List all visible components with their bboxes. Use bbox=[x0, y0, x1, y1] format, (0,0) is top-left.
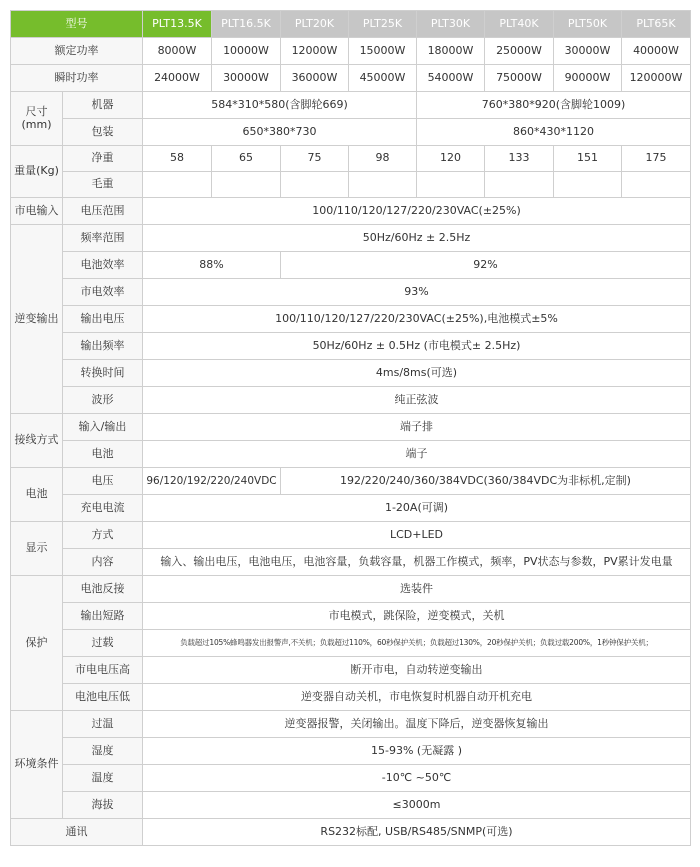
reverse-polarity-row bbox=[11, 576, 691, 603]
weight-gross-value bbox=[349, 172, 417, 198]
transfer-time-label: 转换时间 bbox=[63, 360, 143, 387]
battery-low-value: 逆变器自动关机，市电恢复时机器自动开机充电 bbox=[143, 684, 691, 711]
peak-power-value: 120000W bbox=[622, 65, 691, 92]
size-machine-row bbox=[11, 92, 691, 119]
communication-row bbox=[11, 819, 691, 846]
rated-power-value: 18000W bbox=[417, 38, 485, 65]
weight-net-row bbox=[11, 146, 691, 172]
communication-label: 通讯 bbox=[11, 819, 143, 846]
overload-row bbox=[11, 630, 691, 657]
short-circuit-value: 市电模式，跳保险，逆变模式，关机 bbox=[143, 603, 691, 630]
weight-gross-label: 毛重 bbox=[63, 172, 143, 198]
display-group-label: 显示 bbox=[11, 522, 63, 576]
output-voltage-label: 输出电压 bbox=[63, 306, 143, 333]
wiring-io-label: 输入/输出 bbox=[63, 414, 143, 441]
wiring-battery-label: 电池 bbox=[63, 441, 143, 468]
display-mode-label: 方式 bbox=[63, 522, 143, 549]
battery-voltage-value: 192/220/240/360/384VDC(360/384VDC为非标机,定制) bbox=[281, 468, 691, 495]
model-header-label: 型号 bbox=[11, 11, 143, 38]
overload-value: 负载超过105%蜂鸣器发出报警声,不关机；负载超过110%，60秒保护关机；负载超过130%，20秒保护关机；负载过载200%，1秒钟保护关机； bbox=[143, 630, 691, 657]
display-mode-value: LCD+LED bbox=[143, 522, 691, 549]
model-name: PLT30K bbox=[417, 11, 485, 38]
battery-efficiency-value: 88% bbox=[143, 252, 281, 279]
output-frequency-label: 输出频率 bbox=[63, 333, 143, 360]
mains-input-group-label: 市电输入 bbox=[11, 198, 63, 225]
spec-table bbox=[10, 10, 691, 846]
mains-high-label: 市电电压高 bbox=[63, 657, 143, 684]
model-name: PLT40K bbox=[485, 11, 554, 38]
temperature-row bbox=[11, 765, 691, 792]
weight-gross-value bbox=[212, 172, 281, 198]
battery-low-label: 电池电压低 bbox=[63, 684, 143, 711]
weight-net-value: 75 bbox=[281, 146, 349, 172]
battery-voltage-row bbox=[11, 468, 691, 495]
weight-gross-value bbox=[143, 172, 212, 198]
peak-power-value: 90000W bbox=[554, 65, 622, 92]
rated-power-value: 30000W bbox=[554, 38, 622, 65]
model-name: PLT25K bbox=[349, 11, 417, 38]
mains-high-value: 断开市电，自动转逆变输出 bbox=[143, 657, 691, 684]
weight-net-value: 98 bbox=[349, 146, 417, 172]
wiring-battery-value: 端子 bbox=[143, 441, 691, 468]
rated-power-value: 15000W bbox=[349, 38, 417, 65]
weight-net-value: 120 bbox=[417, 146, 485, 172]
charge-current-row bbox=[11, 495, 691, 522]
rated-power-value: 10000W bbox=[212, 38, 281, 65]
size-package-value: 650*380*730 bbox=[143, 119, 417, 146]
weight-net-label: 净重 bbox=[63, 146, 143, 172]
size-package-value: 860*430*1120 bbox=[417, 119, 691, 146]
wiring-io-value: 端子排 bbox=[143, 414, 691, 441]
transfer-time-row bbox=[11, 360, 691, 387]
rated-power-row bbox=[11, 38, 691, 65]
over-temp-row bbox=[11, 711, 691, 738]
protection-group-label: 保护 bbox=[11, 576, 63, 711]
weight-gross-value bbox=[485, 172, 554, 198]
peak-power-label: 瞬时功率 bbox=[11, 65, 143, 92]
weight-net-value: 65 bbox=[212, 146, 281, 172]
battery-efficiency-value: 92% bbox=[281, 252, 691, 279]
model-name: PLT65K bbox=[622, 11, 691, 38]
size-group-label: 尺寸(mm) bbox=[11, 92, 63, 146]
weight-net-value: 151 bbox=[554, 146, 622, 172]
peak-power-value: 36000W bbox=[281, 65, 349, 92]
freq-range-row bbox=[11, 225, 691, 252]
peak-power-value: 45000W bbox=[349, 65, 417, 92]
size-machine-value: 584*310*580(含脚轮669) bbox=[143, 92, 417, 119]
mains-input-label: 电压范围 bbox=[63, 198, 143, 225]
temperature-value: -10℃ ~50℃ bbox=[143, 765, 691, 792]
model-name: PLT50K bbox=[554, 11, 622, 38]
weight-gross-value bbox=[554, 172, 622, 198]
display-content-label: 内容 bbox=[63, 549, 143, 576]
weight-gross-value bbox=[622, 172, 691, 198]
battery-voltage-label: 电压 bbox=[63, 468, 143, 495]
over-temp-label: 过温 bbox=[63, 711, 143, 738]
display-content-value: 输入、输出电压，电池电压，电池容量，负载容量，机器工作模式，频率，PV状态与参数，PV累计发电量 bbox=[143, 549, 691, 576]
freq-range-label: 频率范围 bbox=[63, 225, 143, 252]
altitude-row bbox=[11, 792, 691, 819]
waveform-value: 纯正弦波 bbox=[143, 387, 691, 414]
battery-group-label: 电池 bbox=[11, 468, 63, 522]
mains-high-row bbox=[11, 657, 691, 684]
battery-voltage-value: 96/120/192/220/240VDC bbox=[143, 468, 281, 495]
rated-power-value: 40000W bbox=[622, 38, 691, 65]
environment-group-label: 环境条件 bbox=[11, 711, 63, 819]
peak-power-value: 75000W bbox=[485, 65, 554, 92]
reverse-polarity-label: 电池反接 bbox=[63, 576, 143, 603]
short-circuit-row bbox=[11, 603, 691, 630]
short-circuit-label: 输出短路 bbox=[63, 603, 143, 630]
weight-net-value: 175 bbox=[622, 146, 691, 172]
overload-label: 过载 bbox=[63, 630, 143, 657]
altitude-label: 海拔 bbox=[63, 792, 143, 819]
humidity-row bbox=[11, 738, 691, 765]
battery-efficiency-row bbox=[11, 252, 691, 279]
reverse-polarity-value: 选装件 bbox=[143, 576, 691, 603]
weight-group-label: 重量(Kg) bbox=[11, 146, 63, 198]
charge-current-value: 1-20A(可调) bbox=[143, 495, 691, 522]
waveform-row bbox=[11, 387, 691, 414]
freq-range-value: 50Hz/60Hz ± 2.5Hz bbox=[143, 225, 691, 252]
altitude-value: ≤3000m bbox=[143, 792, 691, 819]
mains-efficiency-row bbox=[11, 279, 691, 306]
output-frequency-row bbox=[11, 333, 691, 360]
humidity-label: 湿度 bbox=[63, 738, 143, 765]
size-machine-label: 机器 bbox=[63, 92, 143, 119]
wiring-battery-row bbox=[11, 441, 691, 468]
wiring-io-row bbox=[11, 414, 691, 441]
mains-efficiency-label: 市电效率 bbox=[63, 279, 143, 306]
output-voltage-value: 100/110/120/127/220/230VAC(±25%),电池模式±5% bbox=[143, 306, 691, 333]
over-temp-value: 逆变器报警，关闭输出。温度下降后，逆变器恢复输出 bbox=[143, 711, 691, 738]
peak-power-row bbox=[11, 65, 691, 92]
output-frequency-value: 50Hz/60Hz ± 0.5Hz (市电模式± 2.5Hz) bbox=[143, 333, 691, 360]
inverter-output-group-label: 逆变输出 bbox=[11, 225, 63, 414]
communication-value: RS232标配, USB/RS485/SNMP(可选) bbox=[143, 819, 691, 846]
size-package-row bbox=[11, 119, 691, 146]
display-content-row bbox=[11, 549, 691, 576]
wiring-group-label: 接线方式 bbox=[11, 414, 63, 468]
rated-power-label: 额定功率 bbox=[11, 38, 143, 65]
output-voltage-row bbox=[11, 306, 691, 333]
size-machine-value: 760*380*920(含脚轮1009) bbox=[417, 92, 691, 119]
battery-low-row bbox=[11, 684, 691, 711]
model-name: PLT13.5K bbox=[143, 11, 212, 38]
charge-current-label: 充电电流 bbox=[63, 495, 143, 522]
rated-power-value: 12000W bbox=[281, 38, 349, 65]
weight-gross-value bbox=[417, 172, 485, 198]
battery-efficiency-label: 电池效率 bbox=[63, 252, 143, 279]
mains-input-row bbox=[11, 198, 691, 225]
weight-gross-row bbox=[11, 172, 691, 198]
peak-power-value: 30000W bbox=[212, 65, 281, 92]
model-name: PLT16.5K bbox=[212, 11, 281, 38]
display-mode-row bbox=[11, 522, 691, 549]
weight-net-value: 58 bbox=[143, 146, 212, 172]
weight-net-value: 133 bbox=[485, 146, 554, 172]
mains-efficiency-value: 93% bbox=[143, 279, 691, 306]
model-name: PLT20K bbox=[281, 11, 349, 38]
humidity-value: 15-93% (无凝露 ) bbox=[143, 738, 691, 765]
size-package-label: 包装 bbox=[63, 119, 143, 146]
transfer-time-value: 4ms/8ms(可选) bbox=[143, 360, 691, 387]
peak-power-value: 24000W bbox=[143, 65, 212, 92]
waveform-label: 波形 bbox=[63, 387, 143, 414]
header-row bbox=[11, 11, 691, 38]
rated-power-value: 8000W bbox=[143, 38, 212, 65]
temperature-label: 温度 bbox=[63, 765, 143, 792]
mains-input-value: 100/110/120/127/220/230VAC(±25%) bbox=[143, 198, 691, 225]
weight-gross-value bbox=[281, 172, 349, 198]
rated-power-value: 25000W bbox=[485, 38, 554, 65]
peak-power-value: 54000W bbox=[417, 65, 485, 92]
